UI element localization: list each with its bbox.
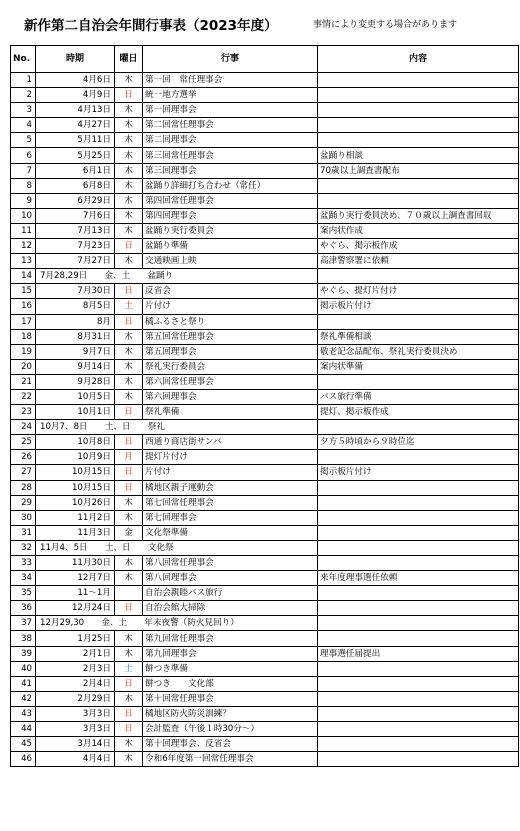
- row-event: 第十回理事会、反省会: [143, 737, 318, 752]
- table-row: [11, 480, 519, 495]
- row-no: 18: [11, 329, 36, 344]
- row-date: 11月3日: [36, 525, 115, 540]
- table-row: [11, 676, 519, 691]
- row-content: [318, 722, 519, 737]
- row-day: 木: [115, 208, 143, 223]
- row-day: 木: [115, 103, 143, 118]
- row-day: 木: [115, 389, 143, 404]
- row-no: 14: [11, 269, 36, 284]
- row-no: 3: [11, 103, 36, 118]
- row-event: 第一回理事会: [143, 103, 318, 118]
- row-day: 日: [115, 465, 143, 480]
- table-row: [11, 389, 519, 404]
- row-event: 第三回常任理事会: [143, 148, 318, 163]
- row-content: [318, 510, 519, 525]
- row-date: 4月9日: [36, 88, 115, 103]
- row-day: 日: [115, 314, 143, 329]
- row-event: 交通映画上映: [143, 254, 318, 269]
- row-no: 10: [11, 208, 36, 223]
- row-day: 木: [115, 254, 143, 269]
- row-event: 第八回理事会: [143, 571, 318, 586]
- row-event: 祭礼実行委員会: [143, 359, 318, 374]
- row-no: 43: [11, 706, 36, 721]
- row-no: 19: [11, 344, 36, 359]
- row-no: 39: [11, 646, 36, 661]
- row-no: 25: [11, 435, 36, 450]
- row-content: [318, 540, 519, 555]
- row-day: 木: [115, 556, 143, 571]
- row-no: 9: [11, 193, 36, 208]
- row-content: 提灯、掲示板作成: [318, 405, 519, 420]
- row-date: 7月27日: [36, 254, 115, 269]
- table-row: [11, 344, 519, 359]
- row-date: 12月24日: [36, 601, 115, 616]
- table-row: [11, 178, 519, 193]
- row-event: 反省会: [143, 284, 318, 299]
- row-no: 6: [11, 148, 36, 163]
- row-date: 8月5日: [36, 299, 115, 314]
- row-content: 70歳以上調査書配布: [318, 163, 519, 178]
- row-merged-event: 7月28,29日 金、土 盆踊り: [36, 269, 318, 284]
- row-event: 第九回理事会: [143, 646, 318, 661]
- row-date: 10月15日: [36, 465, 115, 480]
- table-row: [11, 405, 519, 420]
- row-date: 2月29日: [36, 691, 115, 706]
- row-no: 7: [11, 163, 36, 178]
- row-content: [318, 314, 519, 329]
- row-no: 23: [11, 405, 36, 420]
- row-day: 月: [115, 450, 143, 465]
- row-event: 盆踊り準備: [143, 239, 318, 254]
- row-date: 10月8日: [36, 435, 115, 450]
- row-no: 17: [11, 314, 36, 329]
- row-event: 令和6年度第一回常任理事会: [143, 752, 318, 767]
- row-event: 第七回理事会: [143, 510, 318, 525]
- row-no: 44: [11, 722, 36, 737]
- row-event: 第二回理事会: [143, 133, 318, 148]
- row-event: 統一地方選挙: [143, 88, 318, 103]
- row-event: 餅つき準備: [143, 661, 318, 676]
- row-merged-event: 10月7、8日 土、日 祭礼: [36, 420, 318, 435]
- table-row: [11, 73, 519, 88]
- row-no: 13: [11, 254, 36, 269]
- row-date: 10月1日: [36, 405, 115, 420]
- row-no: 45: [11, 737, 36, 752]
- table-row: [11, 571, 519, 586]
- row-no: 16: [11, 299, 36, 314]
- row-day: 木: [115, 752, 143, 767]
- row-event: 片付け: [143, 465, 318, 480]
- row-date: 3月14日: [36, 737, 115, 752]
- table-row: [11, 299, 519, 314]
- row-content: [318, 631, 519, 646]
- row-content: [318, 601, 519, 616]
- row-event: 第六回常任理事会: [143, 374, 318, 389]
- row-content: やぐら、提灯片付け: [318, 284, 519, 299]
- table-row: [11, 284, 519, 299]
- row-date: 4月6日: [36, 73, 115, 88]
- row-event: 第四回常任理事会: [143, 193, 318, 208]
- header-event: 行事: [143, 46, 318, 73]
- row-event: 祭礼準備: [143, 405, 318, 420]
- row-day: 木: [115, 495, 143, 510]
- row-date: 4月13日: [36, 103, 115, 118]
- row-content: [318, 525, 519, 540]
- row-no: 30: [11, 510, 36, 525]
- table-row: [11, 586, 519, 601]
- table-row: [11, 495, 519, 510]
- row-no: 33: [11, 556, 36, 571]
- table-row: [11, 450, 519, 465]
- table-row: [11, 359, 519, 374]
- row-day: 木: [115, 571, 143, 586]
- table-row: [11, 148, 519, 163]
- row-content: [318, 269, 519, 284]
- row-date: 9月28日: [36, 374, 115, 389]
- row-no: 24: [11, 420, 36, 435]
- row-no: 4: [11, 118, 36, 133]
- table-row: [11, 465, 519, 480]
- row-day: 木: [115, 118, 143, 133]
- row-content: [318, 616, 519, 631]
- row-event: 自治会親睦バス旅行: [143, 586, 318, 601]
- table-row: [11, 631, 519, 646]
- row-no: 2: [11, 88, 36, 103]
- table-header-row: [11, 46, 519, 73]
- row-event: 第五回理事会: [143, 344, 318, 359]
- row-date: 6月8日: [36, 178, 115, 193]
- row-event: 第九回常任理事会: [143, 631, 318, 646]
- row-day: 木: [115, 691, 143, 706]
- row-no: 28: [11, 480, 36, 495]
- row-event: 餅つき 文化部: [143, 676, 318, 691]
- row-day: 木: [115, 163, 143, 178]
- row-content: やぐら、掲示板作成: [318, 239, 519, 254]
- row-day: 木: [115, 344, 143, 359]
- row-date: 10月15日: [36, 480, 115, 495]
- row-content: [318, 178, 519, 193]
- table-row: [11, 254, 519, 269]
- row-event: 文化祭準備: [143, 525, 318, 540]
- table-row: [11, 737, 519, 752]
- row-day: 日: [115, 88, 143, 103]
- row-date: 7月6日: [36, 208, 115, 223]
- row-event: 第八回常任理事会: [143, 556, 318, 571]
- row-content: 掲示板片付け: [318, 465, 519, 480]
- row-date: 3月3日: [36, 722, 115, 737]
- row-content: 高津警察署に依頼: [318, 254, 519, 269]
- row-content: [318, 737, 519, 752]
- table-row: [11, 193, 519, 208]
- table-row: [11, 691, 519, 706]
- row-content: [318, 676, 519, 691]
- row-no: 35: [11, 586, 36, 601]
- row-content: 夕方５時頃から９時位迄: [318, 435, 519, 450]
- page-header: [0, 0, 520, 44]
- row-day: 木: [115, 510, 143, 525]
- table-row: [11, 133, 519, 148]
- row-content: [318, 480, 519, 495]
- row-day: 木: [115, 133, 143, 148]
- row-event: 橘地区防火防災訓練？: [143, 706, 318, 721]
- row-no: 41: [11, 676, 36, 691]
- row-date: 4月27日: [36, 118, 115, 133]
- row-content: [318, 450, 519, 465]
- row-no: 5: [11, 133, 36, 148]
- schedule-table: [10, 45, 519, 767]
- row-date: 2月1日: [36, 646, 115, 661]
- row-day: 木: [115, 737, 143, 752]
- row-no: 40: [11, 661, 36, 676]
- row-event: 盆踊り詳細打ち合わせ（常任）: [143, 178, 318, 193]
- row-event: 片付け: [143, 299, 318, 314]
- page-title: 新作第二自治会年間行事表（2023年度）: [24, 18, 278, 34]
- header-day: 曜日: [115, 46, 143, 73]
- table-row: [11, 374, 519, 389]
- table-row: [11, 661, 519, 676]
- table-row: [11, 239, 519, 254]
- row-day: 日: [115, 405, 143, 420]
- table-row: [11, 752, 519, 767]
- row-no: 37: [11, 616, 36, 631]
- row-event: 西通り商店街サンバ: [143, 435, 318, 450]
- table-row: [11, 208, 519, 223]
- row-event: 会計監査（午後１時30分～）: [143, 722, 318, 737]
- row-date: 2月3日: [36, 661, 115, 676]
- table-row: [11, 103, 519, 118]
- table-row: [11, 540, 519, 555]
- row-date: 8月31日: [36, 329, 115, 344]
- row-day: 日: [115, 706, 143, 721]
- row-day: 木: [115, 359, 143, 374]
- row-event: 橘ふるさと祭り: [143, 314, 318, 329]
- row-day: 金: [115, 525, 143, 540]
- row-content: 敬老記念品配布、祭礼実行委員決め: [318, 344, 519, 359]
- row-no: 1: [11, 73, 36, 88]
- row-day: 木: [115, 631, 143, 646]
- row-date: 11月2日: [36, 510, 115, 525]
- table-row: [11, 722, 519, 737]
- row-event: 第一回 常任理事会: [143, 73, 318, 88]
- table-row: [11, 706, 519, 721]
- row-no: 46: [11, 752, 36, 767]
- row-content: [318, 133, 519, 148]
- row-content: [318, 118, 519, 133]
- row-date: 3月3日: [36, 706, 115, 721]
- row-no: 27: [11, 465, 36, 480]
- table-row: [11, 616, 519, 631]
- row-no: 11: [11, 223, 36, 238]
- row-content: 祭礼準備相談: [318, 329, 519, 344]
- page-note: 事情により変更する場合があります: [313, 20, 458, 30]
- header-date: 時期: [36, 46, 115, 73]
- row-content: [318, 691, 519, 706]
- table-row: [11, 314, 519, 329]
- row-day: 日: [115, 601, 143, 616]
- row-no: 21: [11, 374, 36, 389]
- row-day: [115, 586, 143, 601]
- table-row: [11, 269, 519, 284]
- row-day: 日: [115, 676, 143, 691]
- row-content: [318, 88, 519, 103]
- row-date: 7月13日: [36, 223, 115, 238]
- row-date: 5月11日: [36, 133, 115, 148]
- row-content: [318, 374, 519, 389]
- row-event: 第六回理事会: [143, 389, 318, 404]
- header-content: 内容: [318, 46, 519, 73]
- row-content: [318, 420, 519, 435]
- row-day: 木: [115, 73, 143, 88]
- row-day: 木: [115, 193, 143, 208]
- row-event: 第三回理事会: [143, 163, 318, 178]
- row-content: [318, 73, 519, 88]
- row-merged-event: 12月29,30 金、土 年末夜警（防火見回り）: [36, 616, 318, 631]
- row-content: 案内状作成: [318, 223, 519, 238]
- row-merged-event: 11月4、5日 土、日 文化祭: [36, 540, 318, 555]
- row-content: [318, 193, 519, 208]
- row-no: 42: [11, 691, 36, 706]
- table-row: [11, 510, 519, 525]
- row-content: [318, 103, 519, 118]
- row-no: 22: [11, 389, 36, 404]
- table-row: [11, 118, 519, 133]
- row-date: 7月30日: [36, 284, 115, 299]
- row-date: 6月1日: [36, 163, 115, 178]
- table-row: [11, 646, 519, 661]
- row-no: 29: [11, 495, 36, 510]
- row-content: [318, 495, 519, 510]
- row-date: 2月4日: [36, 676, 115, 691]
- row-content: 盆踊り相談: [318, 148, 519, 163]
- row-event: 橘地区親子運動会: [143, 480, 318, 495]
- row-no: 20: [11, 359, 36, 374]
- row-content: 案内状準備: [318, 359, 519, 374]
- row-content: バス旅行準備: [318, 389, 519, 404]
- row-day: 土: [115, 299, 143, 314]
- row-no: 32: [11, 540, 36, 555]
- row-no: 8: [11, 178, 36, 193]
- row-event: 提灯片付け: [143, 450, 318, 465]
- table-row: [11, 223, 519, 238]
- row-content: [318, 752, 519, 767]
- row-no: 36: [11, 601, 36, 616]
- row-date: 11月30日: [36, 556, 115, 571]
- row-day: 日: [115, 722, 143, 737]
- row-date: 6月29日: [36, 193, 115, 208]
- row-day: 日: [115, 480, 143, 495]
- row-event: 第五回常任理事会: [143, 329, 318, 344]
- row-no: 31: [11, 525, 36, 540]
- row-no: 15: [11, 284, 36, 299]
- table-row: [11, 601, 519, 616]
- table-row: [11, 525, 519, 540]
- row-date: 12月7日: [36, 571, 115, 586]
- table-row: [11, 435, 519, 450]
- row-content: 盆踊り実行委員決め、７０歳以上調査書回収: [318, 208, 519, 223]
- row-no: 12: [11, 239, 36, 254]
- header-no: No.: [11, 46, 36, 73]
- table-row: [11, 88, 519, 103]
- row-event: 自治会館大掃除: [143, 601, 318, 616]
- row-date: 10月9日: [36, 450, 115, 465]
- row-date: 9月14日: [36, 359, 115, 374]
- row-day: 木: [115, 148, 143, 163]
- row-day: 木: [115, 178, 143, 193]
- row-day: 木: [115, 646, 143, 661]
- row-no: 26: [11, 450, 36, 465]
- row-day: 日: [115, 284, 143, 299]
- row-day: 日: [115, 435, 143, 450]
- row-event: 第二回常任理事会: [143, 118, 318, 133]
- row-day: 土: [115, 661, 143, 676]
- row-event: 第七回常任理事会: [143, 495, 318, 510]
- row-day: 日: [115, 239, 143, 254]
- row-event: 盆踊り実行委員会: [143, 223, 318, 238]
- row-date: 5月25日: [36, 148, 115, 163]
- table-row: [11, 420, 519, 435]
- row-date: 4月4日: [36, 752, 115, 767]
- row-day: 木: [115, 374, 143, 389]
- row-day: 木: [115, 329, 143, 344]
- row-day: 木: [115, 223, 143, 238]
- table-row: [11, 556, 519, 571]
- row-date: 7月23日: [36, 239, 115, 254]
- row-date: 9月7日: [36, 344, 115, 359]
- row-date: 8月: [36, 314, 115, 329]
- row-date: 1月25日: [36, 631, 115, 646]
- row-content: [318, 586, 519, 601]
- row-content: 来年度理事選任依頼: [318, 571, 519, 586]
- row-date: 10月26日: [36, 495, 115, 510]
- row-date: 11～1月: [36, 586, 115, 601]
- row-event: 第十回常任理事会: [143, 691, 318, 706]
- row-no: 38: [11, 631, 36, 646]
- table-row: [11, 329, 519, 344]
- row-content: 掲示板片付け: [318, 299, 519, 314]
- row-content: [318, 706, 519, 721]
- row-content: 理事選任届提出: [318, 646, 519, 661]
- row-event: 第四回理事会: [143, 208, 318, 223]
- row-no: 34: [11, 571, 36, 586]
- row-content: [318, 661, 519, 676]
- table-body: [11, 73, 519, 767]
- table-row: [11, 163, 519, 178]
- row-date: 10月5日: [36, 389, 115, 404]
- row-content: [318, 556, 519, 571]
